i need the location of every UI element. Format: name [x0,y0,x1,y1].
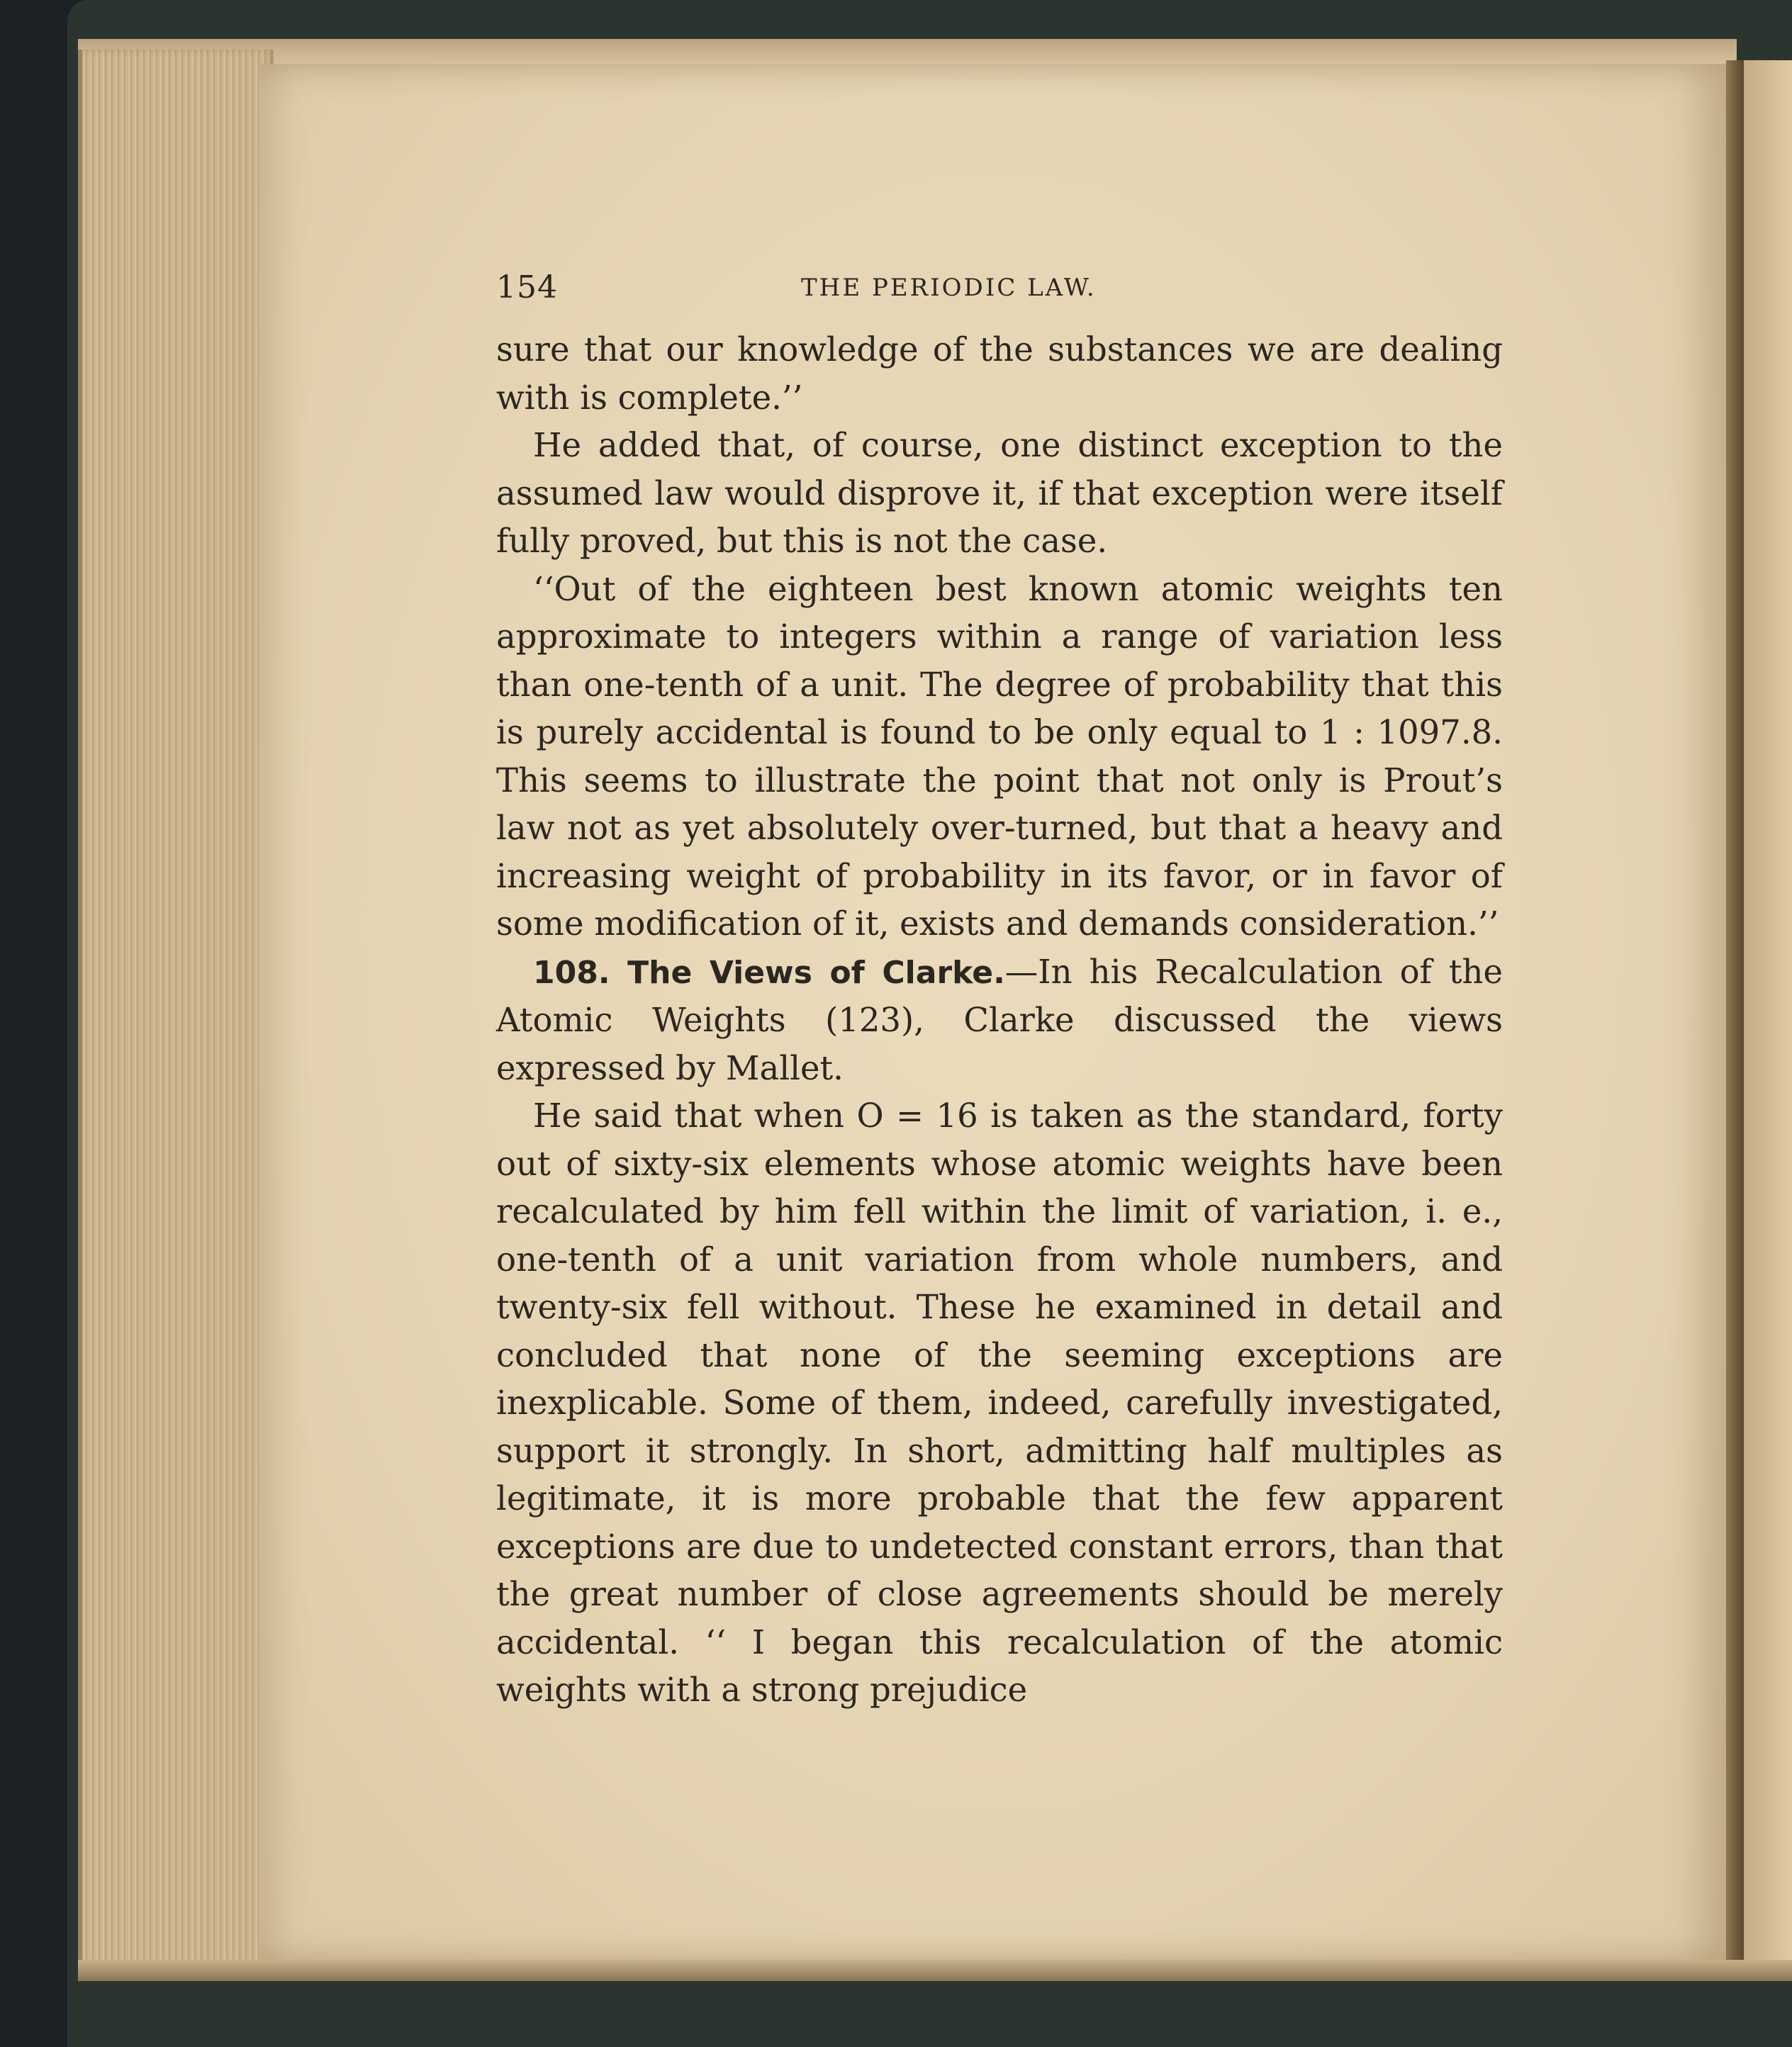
paragraph-4 [496,948,1503,1093]
page-text [496,262,1503,1715]
paragraph-5: He said that when O = 16 is taken as the standard, forty out of sixty-six elements whose atomic weights have been recalculated by him fell within the limit of variation, i. e., one-tenth of a unit variation from whole numbers, and twenty-six fell without. These he examined in detail and concluded that none of the seeming exceptions are inexplicable. Some of them, indeed, carefully investigated, support it strongly. In short, admitting half multiples as legitimate, it is more probable that the few apparent exceptions are due to undetected constant errors, than that the great number of close agreements should be merely accidental. ‘‘ I began this recalculation of the atomic weights with a strong prejudice [496,1097,1503,1709]
page-edges-left [78,50,274,1967]
facing-page-edge [1744,60,1792,1967]
paragraph-1: sure that our knowledge of the substances we are dealing with is complete.’’ [496,330,1503,417]
running-head [496,262,1503,312]
paragraph-2: He added that, of course, one distinct exception to the assumed law would disprove it, if that exception were itself fully proved, but this is not the case. [496,426,1503,560]
page-bottom-edge [78,1960,1792,1981]
running-title: THE PERIODIC LAW. [801,274,1097,302]
section-heading: 108. The Views of Clarke. [533,954,1005,991]
page-number: 154 [496,269,558,305]
page-top-edge [78,39,1737,67]
paragraph-3: ‘‘Out of the eighteen best known atomic weights ten approximate to integers within a range of variation less than one-tenth of a unit. The degree of probability that this is purely accidental is found to be only equal to 1 : 1097.8. This seems to illustrate the point that not only is Prout’s law not as yet absolutely over-turned, but that a heavy and increasing weight of probability in its favor, or in favor of some modification of it, exists and demands consideration.’’ [496,569,1503,943]
book-gutter [1726,60,1744,1967]
paragraph-4-text: —In his Recalculation of the Atomic Weights (123), Clarke discussed the views expressed by Mallet. [496,952,1503,1087]
